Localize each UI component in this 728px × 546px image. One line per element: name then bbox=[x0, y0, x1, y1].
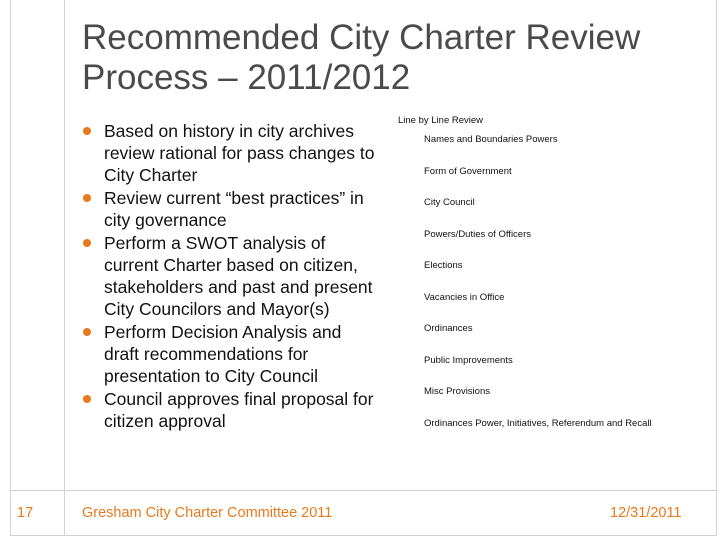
footer-divider bbox=[10, 490, 717, 491]
bullet-text: Perform Decision Analysis and draft recommendations for presentation to City Council bbox=[104, 322, 342, 386]
line-by-line-review-panel bbox=[398, 115, 718, 429]
bullet-item bbox=[80, 120, 380, 186]
bullet-dot-icon bbox=[83, 239, 91, 247]
bullet-dot-icon bbox=[83, 395, 91, 403]
bullet-item bbox=[80, 232, 380, 320]
bullet-item bbox=[80, 388, 380, 432]
footer-date: 12/31/2011 bbox=[610, 505, 682, 521]
slide-number: 17 bbox=[17, 505, 34, 521]
review-item: Public Improvements bbox=[424, 355, 513, 366]
review-item: Vacancies in Office bbox=[424, 292, 505, 303]
slide-title-line-2: Process – 2011/2012 bbox=[82, 58, 411, 97]
bullet-dot-icon bbox=[83, 127, 91, 135]
bullet-list bbox=[80, 120, 380, 433]
footer-organization: Gresham City Charter Committee 2011 bbox=[82, 505, 333, 521]
bullet-item bbox=[80, 321, 380, 387]
review-item: Form of Government bbox=[424, 166, 512, 177]
review-item: Powers/Duties of Officers bbox=[424, 229, 532, 240]
slide-title-line-1: Recommended City Charter Review bbox=[82, 18, 641, 57]
review-item: Ordinances Power, Initiatives, Referendum and Recall bbox=[424, 418, 652, 429]
review-item: Ordinances bbox=[424, 323, 473, 334]
bullet-dot-icon bbox=[83, 194, 91, 202]
review-item: City Council bbox=[424, 197, 475, 208]
bullet-text: Based on history in city archives review rational for pass changes to City Charter bbox=[104, 121, 375, 185]
review-item: Elections bbox=[424, 260, 463, 271]
bullet-text: Review current “best practices” in city governance bbox=[104, 188, 364, 230]
bullet-text: Council approves final proposal for citizen approval bbox=[104, 389, 374, 431]
left-margin-divider bbox=[64, 0, 65, 536]
bullet-item bbox=[80, 187, 380, 231]
slide-title bbox=[82, 18, 702, 98]
review-heading: Line by Line Review bbox=[398, 115, 484, 126]
review-item: Names and Boundaries Powers bbox=[424, 134, 558, 145]
bullet-text: Perform a SWOT analysis of current Charter based on citizen, stakeholders and past and present City Councilors and Mayor(s) bbox=[104, 233, 373, 319]
review-item: Misc Provisions bbox=[424, 386, 490, 397]
bullet-dot-icon bbox=[83, 328, 91, 336]
